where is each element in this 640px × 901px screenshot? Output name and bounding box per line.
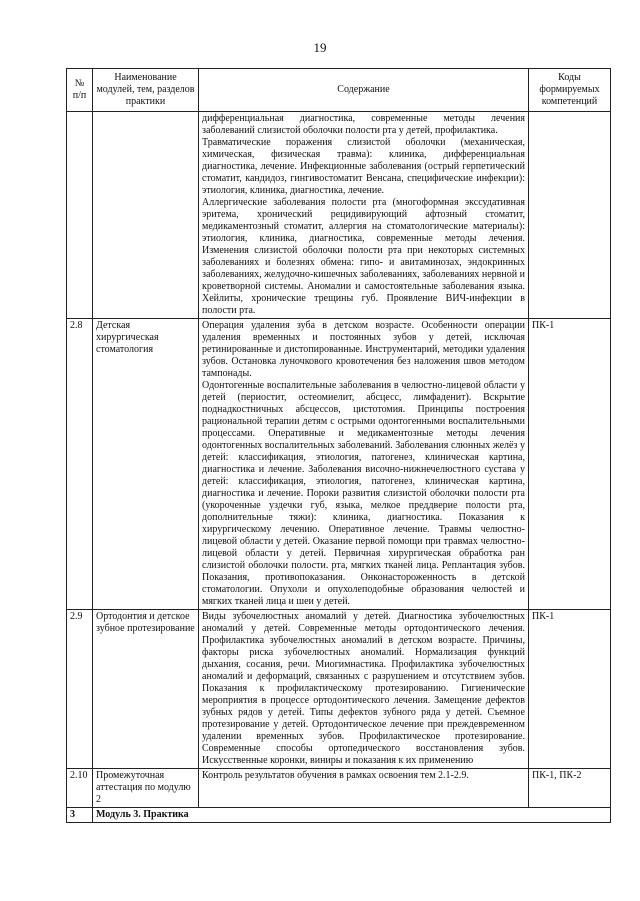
content-paragraph: Травматические поражения слизистой оболочки (механическая, химическая, физическая травма): клиника, дифференциальная диагностика, лечение. Инфекционные заболевания (острый герпетический стоматит, кандидоз, гингивостоматит Венсана, специфические инфекции): этиология, клиника, диагностика, лечение. (202, 137, 525, 196)
row-codes (529, 112, 611, 319)
module-row (67, 808, 611, 823)
row-name: Ортодонтия и детское зубное протезирование (93, 610, 199, 769)
content-paragraph: Операция удаления зуба в детском возрасте. Особенности операции удаления временных и постоянных зубов у детей, исключая ретинированные и дистопированные. Инструментарий, методики удаления зубов. Остановка луночкового кровотечения без наложения швов методом тампонады. (202, 320, 525, 379)
row-content (199, 319, 529, 610)
row-content (199, 112, 529, 319)
table-header-row (67, 69, 611, 112)
header-content: Содержание (199, 69, 529, 112)
row-name: Детская хирургическая стоматология (93, 319, 199, 610)
content-paragraph: Контроль результатов обучения в рамках освоения тем 2.1-2.9. (202, 770, 469, 781)
table-row (67, 769, 611, 808)
header-num: № п/п (67, 69, 93, 112)
row-name: Промежуточная аттестация по модулю 2 (93, 769, 199, 808)
row-codes: ПК-1 (529, 610, 611, 769)
page-number: 19 (313, 40, 327, 55)
content-paragraph: Виды зубочелюстных аномалий у детей. Диагностика зубочелюстных аномалий у детей. Современные методы ортодонтического лечения. Профилактика зубочелюстных аномалий в детском возрасте. Причины, факторы риска зубочелюстных аномалий. Нормализация функций дыхания, сосания, речи. Миогимнастика. Профилактика зубочелюстных аномалий и деформаций, связанных с разрушением и отсутствием зубов. Показания к профилактическому протезированию. Гигиенические мероприятия в процессе ортодонтического лечения. Замещение дефектов зубных рядов у детей. Типы дефектов зубного ряда у детей. Съемное протезирование у детей. Ортодонтическое лечение при преждевременном удалении временных зубов. Профилактическое протезирование. Современные способы ортопедического восстановления зубов. Искусственные коронки, виниры и показания к их применению (202, 611, 525, 766)
header-codes: Коды формируемых компетенций (529, 69, 611, 112)
table-row (67, 112, 611, 319)
row-num: 2.10 (67, 769, 93, 808)
row-content (199, 769, 529, 808)
content-paragraph: Аллергические заболевания полости рта (многоформная экссудативная эритема, хронический рецидивирующий афтозный стоматит, медикаментозный стоматит, аллергия на стоматологические материалы): этиология, клиника, диагностика, современные методы лечения. Изменения слизистой оболочки полости рта при некоторых системных заболеваниях и болезнях обмена: гипо- и авитаминозах, эндокринных заболеваниях, желудочно-кишечных заболеваниях, заболеваниях нервной и кроветворной системы. Аномалии и самостоятельные заболевания языка. Хейлиты, хронические трещины губ. Проявление ВИЧ-инфекции в полости рта. (202, 197, 525, 316)
row-num (67, 112, 93, 319)
header-name: Наименование модулей, тем, разделов практики (93, 69, 199, 112)
row-codes: ПК-1, ПК-2 (529, 769, 611, 808)
content-paragraph: дифференциальная диагностика, современные методы лечения заболеваний слизистой оболочки полости рта у детей, профилактика. (202, 113, 525, 136)
row-name (93, 112, 199, 319)
curriculum-table (66, 68, 611, 823)
content-paragraph: Одонтогенные воспалительные заболевания в челюстно-лицевой области у детей (периостит, остеомиелит, абсцесс, лимфаденит). Вскрытие поднадкостничных абсцессов, цистотомия. Принципы построения рациональной терапии детям с острыми одонтогенными воспалительными процессами. Оперативные и медикаментозные методы лечения одонтогенных воспалительных заболеваний. Заболевания слюнных желёз у детей: классификация, этиология, патогенез, клиническая картина, диагностика и лечение. Заболевания височно-нижнечелюстного сустава у детей: классификация, этиология, патогенез, клиническая картина, диагностика и лечение. Пороки развития слизистой оболочки полости рта (укороченные уздечки губ, языка, мелкое преддверие полости рта, дополнительные тяжи): клиника, диагностика. Показания к хирургическому лечению. Оперативное лечение. Травмы челюстно-лицевой области у детей. Оказание первой помощи при травмах челюстно-лицевой области у детей. Первичная хирургическая обработка ран слизистой оболочки полости. рта, мягких тканей лица. Реплантация зубов. Показания, противопоказания. Онконастороженность в детской стоматологии. Опухоли и опухолеподобные образования челюстей и мягких тканей лица и шеи у детей. (202, 380, 525, 607)
row-content (199, 610, 529, 769)
module-num: 3 (67, 808, 93, 823)
row-codes: ПК-1 (529, 319, 611, 610)
row-num: 2.8 (67, 319, 93, 610)
row-num: 2.9 (67, 610, 93, 769)
table-row (67, 319, 611, 610)
module-title: Модуль 3. Практика (93, 808, 611, 823)
table-row (67, 610, 611, 769)
